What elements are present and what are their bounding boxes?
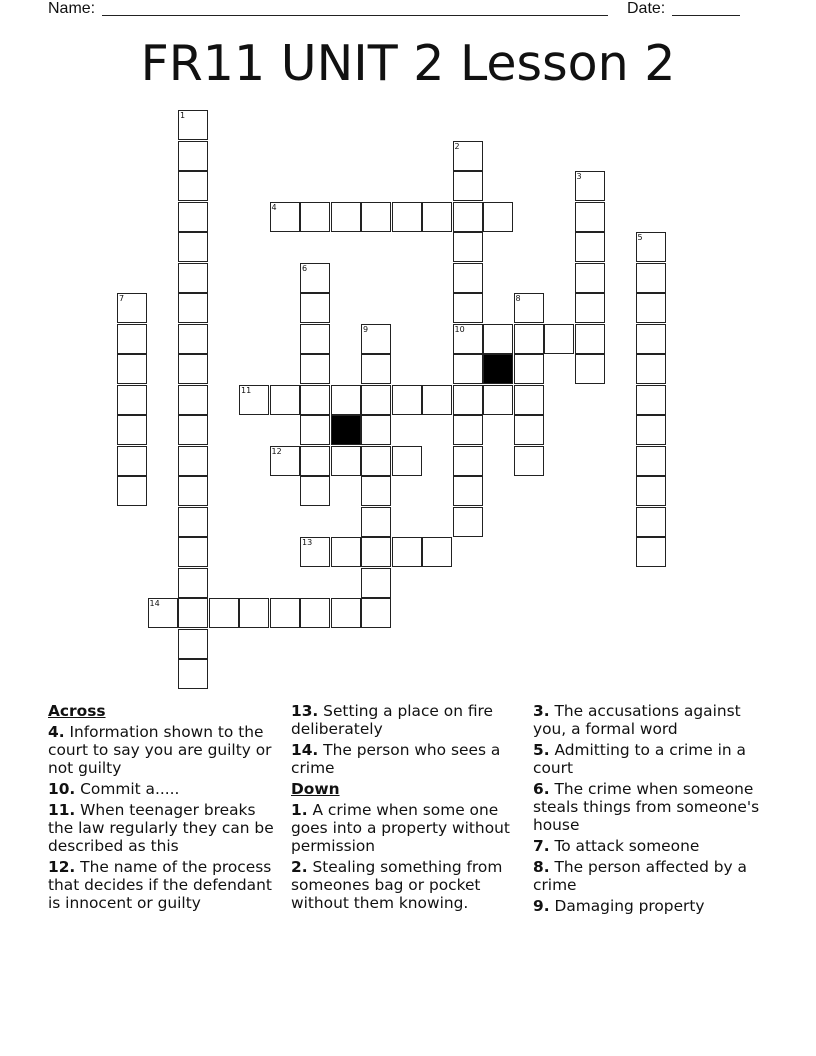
crossword-cell[interactable]: [178, 293, 208, 323]
crossword-cell[interactable]: [117, 476, 147, 506]
crossword-cell[interactable]: [636, 476, 666, 506]
crossword-cell[interactable]: [514, 385, 544, 415]
clue-item: [533, 702, 768, 738]
crossword-cell[interactable]: [422, 537, 452, 567]
crossword-cell[interactable]: [361, 507, 391, 537]
crossword-cell[interactable]: [575, 202, 605, 232]
crossword-cell[interactable]: [636, 354, 666, 384]
crossword-cell[interactable]: [117, 385, 147, 415]
crossword-cell[interactable]: [270, 202, 300, 232]
crossword-cell[interactable]: [300, 385, 330, 415]
crossword-cell[interactable]: [331, 385, 361, 415]
crossword-cell[interactable]: [178, 110, 208, 140]
clue-item-number: 12.: [48, 858, 76, 876]
crossword-cell[interactable]: [178, 598, 208, 628]
clue-number: 8: [515, 294, 521, 303]
crossword-cell[interactable]: [422, 202, 452, 232]
clue-number: 3: [576, 172, 582, 181]
clue-item-text: The crime when someone steals things from someone's house: [533, 780, 760, 834]
crossword-cell[interactable]: [300, 598, 330, 628]
crossword-cell[interactable]: [544, 324, 574, 354]
crossword-cell[interactable]: [178, 354, 208, 384]
crossword-cell[interactable]: [178, 446, 208, 476]
crossword-cell[interactable]: [453, 202, 483, 232]
page-title: FR11 UNIT 2 Lesson 2: [140, 35, 676, 92]
clue-item: [533, 780, 768, 834]
crossword-cell[interactable]: [331, 202, 361, 232]
clue-item-text: Damaging property: [554, 897, 705, 915]
crossword-cell[interactable]: [514, 324, 544, 354]
clue-item: [291, 801, 523, 855]
clue-item-text: Admitting to a crime in a court: [533, 741, 746, 777]
crossword-cell[interactable]: [636, 385, 666, 415]
crossword-block: [331, 415, 361, 445]
crossword-cell[interactable]: [361, 385, 391, 415]
crossword-cell[interactable]: [392, 537, 422, 567]
crossword-cell[interactable]: [453, 415, 483, 445]
crossword-cell[interactable]: [636, 415, 666, 445]
clue-item-number: 5.: [533, 741, 550, 759]
crossword-cell[interactable]: [361, 354, 391, 384]
crossword-cell[interactable]: [117, 446, 147, 476]
clue-item-number: 1.: [291, 801, 308, 819]
clue-item: [533, 897, 768, 915]
name-line: [102, 15, 608, 16]
crossword-cell[interactable]: [300, 537, 330, 567]
crossword-cell[interactable]: [178, 263, 208, 293]
clue-heading-down: Down: [291, 780, 340, 798]
clue-number: 14: [149, 599, 160, 608]
crossword-cell[interactable]: [361, 598, 391, 628]
crossword-cell[interactable]: [117, 354, 147, 384]
crossword-cell[interactable]: [300, 354, 330, 384]
clue-item: [533, 858, 768, 894]
crossword-cell[interactable]: [331, 598, 361, 628]
crossword-block: [483, 354, 513, 384]
clue-item-text: Commit a.....: [80, 780, 180, 798]
crossword-cell[interactable]: [483, 385, 513, 415]
crossword-cell[interactable]: [575, 263, 605, 293]
clue-item: [533, 837, 768, 855]
crossword-cell[interactable]: [483, 324, 513, 354]
crossword-cell[interactable]: [178, 415, 208, 445]
crossword-cell[interactable]: [300, 476, 330, 506]
clue-item-number: 3.: [533, 702, 550, 720]
clue-number: 9: [363, 324, 369, 334]
crossword-cell[interactable]: [453, 385, 483, 415]
crossword-cell[interactable]: [514, 446, 544, 476]
crossword-cell[interactable]: [117, 324, 147, 354]
crossword-cell[interactable]: [300, 202, 330, 232]
crossword-cell[interactable]: [331, 446, 361, 476]
crossword-cell[interactable]: [300, 293, 330, 323]
crossword-cell[interactable]: [117, 415, 147, 445]
crossword-cell[interactable]: [636, 324, 666, 354]
crossword-cell[interactable]: [178, 202, 208, 232]
crossword-cell[interactable]: [575, 171, 605, 201]
clue-item-text: The accusations against you, a formal word: [533, 702, 741, 738]
crossword-cell[interactable]: [453, 476, 483, 506]
clues-column-1: [48, 702, 278, 915]
crossword-cell[interactable]: [361, 537, 391, 567]
clue-item-text: The person who sees a crime: [291, 741, 501, 777]
clue-item-number: 11.: [48, 801, 76, 819]
clue-item-text: A crime when some one goes into a property without permission: [291, 801, 510, 855]
crossword-cell[interactable]: [300, 446, 330, 476]
crossword-cell[interactable]: [575, 232, 605, 262]
crossword-cell[interactable]: [422, 385, 452, 415]
clue-item: [48, 801, 278, 855]
clue-number: 13: [302, 538, 313, 547]
clue-item-text: The person affected by a crime: [533, 858, 747, 894]
crossword-cell[interactable]: [575, 293, 605, 323]
crossword-cell[interactable]: [483, 202, 513, 232]
crossword-cell[interactable]: [361, 202, 391, 232]
clue-item: [291, 858, 523, 912]
crossword-cell[interactable]: [178, 568, 208, 598]
crossword-cell[interactable]: [575, 354, 605, 384]
date-label: Date:: [627, 0, 666, 17]
crossword-cell[interactable]: [636, 293, 666, 323]
crossword-cell[interactable]: [453, 141, 483, 171]
clue-item-text: The name of the process that decides if the defendant is innocent or guilty: [48, 858, 272, 912]
clue-item: [291, 702, 523, 738]
crossword-cell[interactable]: [361, 415, 391, 445]
crossword-cell[interactable]: [453, 354, 483, 384]
clue-item-text: When teenager breaks the law regularly they can be described as this: [48, 801, 274, 855]
crossword-cell[interactable]: [239, 598, 269, 628]
clue-item: [48, 780, 278, 798]
crossword-cell[interactable]: [636, 263, 666, 293]
crossword-cell[interactable]: [178, 476, 208, 506]
crossword-cell[interactable]: [178, 324, 208, 354]
crossword-cell[interactable]: [209, 598, 239, 628]
clue-item: [48, 723, 278, 777]
crossword-cell[interactable]: [270, 598, 300, 628]
clues-column-2: [291, 702, 523, 915]
crossword-cell[interactable]: [361, 476, 391, 506]
clue-item-number: 14.: [291, 741, 319, 759]
crossword-cell[interactable]: [300, 324, 330, 354]
clue-number: 1: [180, 111, 186, 120]
clue-number: 6: [302, 263, 308, 273]
crossword-cell[interactable]: [453, 171, 483, 201]
crossword-cell[interactable]: [453, 263, 483, 293]
clue-item-number: 7.: [533, 837, 550, 855]
clue-number: 7: [119, 294, 125, 303]
crossword-cell[interactable]: [453, 293, 483, 323]
crossword-cell[interactable]: [178, 171, 208, 201]
header: [48, 0, 740, 22]
crossword-cell[interactable]: [514, 415, 544, 445]
crossword-cell[interactable]: [178, 507, 208, 537]
clue-item: [48, 858, 278, 912]
name-label: Name:: [48, 0, 96, 17]
clues-column-3: [533, 702, 768, 918]
clue-item-number: 8.: [533, 858, 550, 876]
crossword-cell[interactable]: [178, 232, 208, 262]
crossword-cell[interactable]: [636, 232, 666, 262]
crossword-cell[interactable]: [300, 263, 330, 293]
crossword-cell[interactable]: [575, 324, 605, 354]
clue-number: 11: [241, 385, 252, 395]
clue-item-number: 9.: [533, 897, 550, 915]
clue-item: [533, 741, 768, 777]
crossword-grid: [117, 110, 669, 692]
clue-item-text: To attack someone: [554, 837, 700, 855]
clue-item-text: Information shown to the court to say you are guilty or not guilty: [48, 723, 272, 777]
crossword-cell[interactable]: [361, 568, 391, 598]
crossword-cell[interactable]: [392, 202, 422, 232]
clue-item-number: 10.: [48, 780, 76, 798]
clue-number: 4: [271, 202, 277, 212]
crossword-cell[interactable]: [392, 446, 422, 476]
clue-heading-across: Across: [48, 702, 106, 720]
clue-item-number: 2.: [291, 858, 308, 876]
crossword-cell[interactable]: [453, 507, 483, 537]
crossword-cell[interactable]: [392, 385, 422, 415]
clue-number: 10: [454, 324, 465, 334]
crossword-cell[interactable]: [239, 385, 269, 415]
crossword-cell[interactable]: [178, 537, 208, 567]
crossword-cell[interactable]: [636, 507, 666, 537]
clue-item-text: Setting a place on fire deliberately: [291, 702, 494, 738]
clue-item: [291, 741, 523, 777]
crossword-cell[interactable]: [361, 324, 391, 354]
crossword-cell[interactable]: [453, 324, 483, 354]
clue-item-number: 6.: [533, 780, 550, 798]
crossword-cell[interactable]: [178, 141, 208, 171]
clue-item-number: 13.: [291, 702, 319, 720]
clue-item-text: Stealing something from someones bag or pocket without them knowing.: [291, 858, 503, 912]
crossword-cell[interactable]: [178, 629, 208, 659]
date-line: [672, 15, 740, 16]
crossword-cell[interactable]: [300, 415, 330, 445]
clue-number: 2: [454, 141, 460, 151]
crossword-cell[interactable]: [178, 385, 208, 415]
crossword-cell[interactable]: [178, 659, 208, 689]
crossword-cell[interactable]: [453, 232, 483, 262]
crossword-cell[interactable]: [331, 537, 361, 567]
crossword-cell[interactable]: [270, 385, 300, 415]
clue-number: 12: [271, 446, 282, 456]
crossword-cell[interactable]: [361, 446, 391, 476]
crossword-cell[interactable]: [636, 446, 666, 476]
crossword-cell[interactable]: [148, 598, 178, 628]
crossword-cell[interactable]: [514, 354, 544, 384]
crossword-cell[interactable]: [270, 446, 300, 476]
crossword-cell[interactable]: [514, 293, 544, 323]
crossword-cell[interactable]: [117, 293, 147, 323]
clue-item-number: 4.: [48, 723, 65, 741]
crossword-cell[interactable]: [636, 537, 666, 567]
crossword-cell[interactable]: [453, 446, 483, 476]
clue-number: 5: [637, 233, 643, 242]
